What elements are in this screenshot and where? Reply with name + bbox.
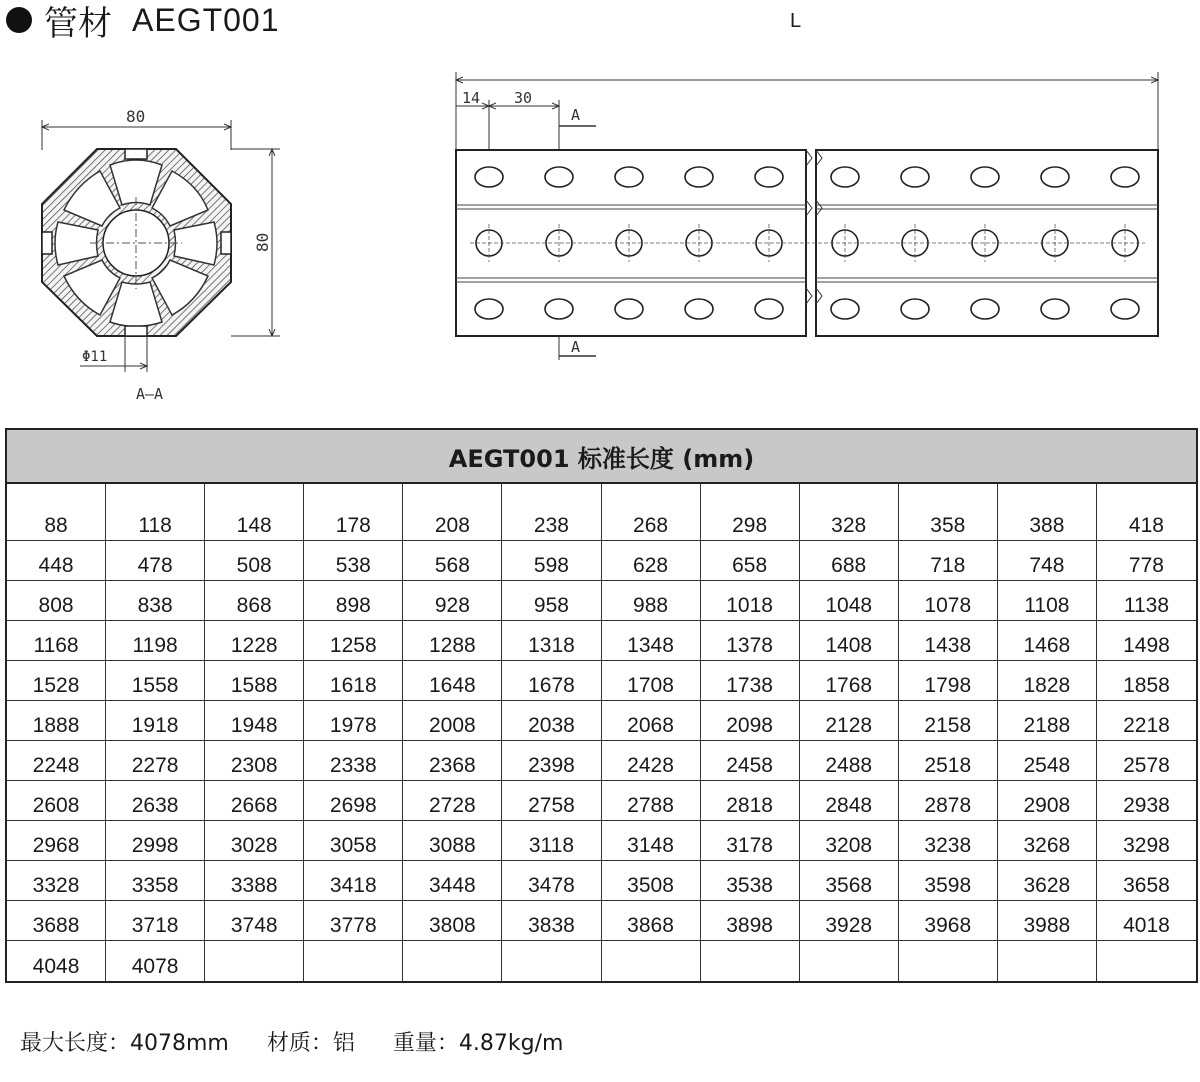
length-label: L: [790, 10, 802, 32]
length-cell: 688: [800, 541, 899, 581]
length-cell: 178: [304, 484, 403, 541]
length-cell: 2218: [1097, 701, 1196, 741]
length-cell: 1888: [7, 701, 106, 741]
length-cell: 628: [602, 541, 701, 581]
length-cell: 508: [205, 541, 304, 581]
length-cell: 2578: [1097, 741, 1196, 781]
length-cell: 3028: [205, 821, 304, 861]
length-cell: 1198: [106, 621, 205, 661]
length-cell: 2338: [304, 741, 403, 781]
length-cell: 2428: [602, 741, 701, 781]
length-cell: 1408: [800, 621, 899, 661]
length-cell: 2188: [998, 701, 1097, 741]
empty-cell: [502, 941, 601, 981]
length-cell: 3968: [899, 901, 998, 941]
length-cell: 1528: [7, 661, 106, 701]
length-cell: 4048: [7, 941, 106, 981]
length-cell: 3418: [304, 861, 403, 901]
length-cell: 1078: [899, 581, 998, 621]
length-cell: 118: [106, 484, 205, 541]
length-cell: 1588: [205, 661, 304, 701]
length-cell: 418: [1097, 484, 1196, 541]
length-cell: 3748: [205, 901, 304, 941]
length-cell: 2848: [800, 781, 899, 821]
length-grid: [7, 484, 1196, 981]
empty-cell: [205, 941, 304, 981]
length-cell: 2968: [7, 821, 106, 861]
section-label: A—A: [136, 385, 164, 403]
length-cell: 3628: [998, 861, 1097, 901]
length-cell: 988: [602, 581, 701, 621]
length-cell: 1828: [998, 661, 1097, 701]
product-code: AEGT001: [132, 1, 280, 38]
length-cell: 1918: [106, 701, 205, 741]
dim-first-hole: 14: [462, 89, 481, 107]
length-cell: 928: [403, 581, 502, 621]
length-cell: 3478: [502, 861, 601, 901]
length-cell: 1768: [800, 661, 899, 701]
empty-cell: [304, 941, 403, 981]
empty-cell: [998, 941, 1097, 981]
empty-cell: [800, 941, 899, 981]
cross-section-view: [42, 107, 280, 403]
length-cell: 4018: [1097, 901, 1196, 941]
length-cell: 2458: [701, 741, 800, 781]
length-cell: 2368: [403, 741, 502, 781]
length-cell: 838: [106, 581, 205, 621]
length-cell: 1618: [304, 661, 403, 701]
length-cell: 3358: [106, 861, 205, 901]
length-cell: 3598: [899, 861, 998, 901]
length-cell: 1138: [1097, 581, 1196, 621]
length-cell: 2248: [7, 741, 106, 781]
length-cell: 1018: [701, 581, 800, 621]
length-cell: 2308: [205, 741, 304, 781]
length-cell: 2908: [998, 781, 1097, 821]
section-mark-bottom: A: [571, 338, 581, 356]
length-cell: 1738: [701, 661, 800, 701]
length-cell: 3298: [1097, 821, 1196, 861]
length-cell: 3448: [403, 861, 502, 901]
length-cell: 298: [701, 484, 800, 541]
dim-hole-diameter: Φ11: [82, 349, 108, 365]
length-cell: 2548: [998, 741, 1097, 781]
length-cell: 658: [701, 541, 800, 581]
empty-cell: [602, 941, 701, 981]
length-cell: 598: [502, 541, 601, 581]
length-cell: 898: [304, 581, 403, 621]
empty-cell: [899, 941, 998, 981]
length-cell: 2038: [502, 701, 601, 741]
length-cell: 1498: [1097, 621, 1196, 661]
length-cell: 3088: [403, 821, 502, 861]
length-cell: 1378: [701, 621, 800, 661]
length-cell: 3838: [502, 901, 601, 941]
length-cell: 1288: [403, 621, 502, 661]
length-cell: 1318: [502, 621, 601, 661]
length-cell: 88: [7, 484, 106, 541]
length-cell: 208: [403, 484, 502, 541]
max-length: 最大长度：4078mm: [20, 1031, 229, 1056]
length-cell: 388: [998, 484, 1097, 541]
length-cell: 268: [602, 484, 701, 541]
length-cell: 3238: [899, 821, 998, 861]
empty-cell: [1097, 941, 1196, 981]
empty-cell: [701, 941, 800, 981]
length-cell: 1558: [106, 661, 205, 701]
empty-cell: [403, 941, 502, 981]
length-cell: 3388: [205, 861, 304, 901]
length-cell: 2488: [800, 741, 899, 781]
dim-height: 80: [253, 232, 272, 252]
length-cell: 358: [899, 484, 998, 541]
standard-length-table: [5, 428, 1198, 983]
length-cell: 718: [899, 541, 998, 581]
dim-width: 80: [126, 107, 146, 126]
length-cell: 1948: [205, 701, 304, 741]
length-cell: 2518: [899, 741, 998, 781]
length-cell: 3568: [800, 861, 899, 901]
length-cell: 2608: [7, 781, 106, 821]
length-cell: 3058: [304, 821, 403, 861]
length-cell: 2668: [205, 781, 304, 821]
length-cell: 2128: [800, 701, 899, 741]
length-cell: 2758: [502, 781, 601, 821]
length-cell: 2158: [899, 701, 998, 741]
spec-footer: [20, 1026, 601, 1057]
length-cell: 1648: [403, 661, 502, 701]
length-cell: 1468: [998, 621, 1097, 661]
length-cell: 2998: [106, 821, 205, 861]
length-cell: 2788: [602, 781, 701, 821]
length-cell: 1438: [899, 621, 998, 661]
material: 材质：铝: [266, 1031, 355, 1056]
length-cell: 748: [998, 541, 1097, 581]
length-cell: 3208: [800, 821, 899, 861]
length-cell: 3868: [602, 901, 701, 941]
length-cell: 2008: [403, 701, 502, 741]
length-cell: 448: [7, 541, 106, 581]
length-cell: 2398: [502, 741, 601, 781]
length-cell: 4078: [106, 941, 205, 981]
length-cell: 2278: [106, 741, 205, 781]
length-cell: 958: [502, 581, 601, 621]
length-cell: 3898: [701, 901, 800, 941]
length-cell: 3268: [998, 821, 1097, 861]
length-cell: 2638: [106, 781, 205, 821]
length-cell: 2938: [1097, 781, 1196, 821]
length-cell: 2068: [602, 701, 701, 741]
length-cell: 1258: [304, 621, 403, 661]
length-cell: 3508: [602, 861, 701, 901]
length-cell: 3118: [502, 821, 601, 861]
length-cell: 3658: [1097, 861, 1196, 901]
length-cell: 2728: [403, 781, 502, 821]
dim-hole-pitch: 30: [514, 89, 533, 107]
length-cell: 808: [7, 581, 106, 621]
length-cell: 238: [502, 484, 601, 541]
length-cell: 1048: [800, 581, 899, 621]
product-category: 管材: [44, 3, 112, 44]
length-cell: 1858: [1097, 661, 1196, 701]
length-cell: 3178: [701, 821, 800, 861]
length-cell: 1798: [899, 661, 998, 701]
length-cell: 568: [403, 541, 502, 581]
length-cell: 3718: [106, 901, 205, 941]
length-cell: 1168: [7, 621, 106, 661]
length-cell: 3928: [800, 901, 899, 941]
length-cell: 3778: [304, 901, 403, 941]
length-cell: 2698: [304, 781, 403, 821]
technical-drawing: [0, 0, 1200, 420]
length-cell: 3538: [701, 861, 800, 901]
length-cell: 2098: [701, 701, 800, 741]
length-cell: 1348: [602, 621, 701, 661]
length-cell: 3328: [7, 861, 106, 901]
length-cell: 478: [106, 541, 205, 581]
length-cell: 3688: [7, 901, 106, 941]
length-cell: 1108: [998, 581, 1097, 621]
length-cell: 2878: [899, 781, 998, 821]
length-cell: 868: [205, 581, 304, 621]
length-cell: 3808: [403, 901, 502, 941]
length-cell: 1678: [502, 661, 601, 701]
length-cell: 1708: [602, 661, 701, 701]
length-cell: 148: [205, 484, 304, 541]
length-cell: 538: [304, 541, 403, 581]
weight: 重量：4.87kg/m: [392, 1031, 564, 1056]
length-cell: 328: [800, 484, 899, 541]
side-view: [456, 72, 1158, 360]
length-cell: 3148: [602, 821, 701, 861]
length-cell: 778: [1097, 541, 1196, 581]
section-mark-top: A: [571, 106, 581, 124]
length-cell: 1978: [304, 701, 403, 741]
length-cell: 2818: [701, 781, 800, 821]
length-cell: 1228: [205, 621, 304, 661]
table-title: AEGT001 标准长度 (mm): [7, 430, 1196, 484]
length-cell: 3988: [998, 901, 1097, 941]
